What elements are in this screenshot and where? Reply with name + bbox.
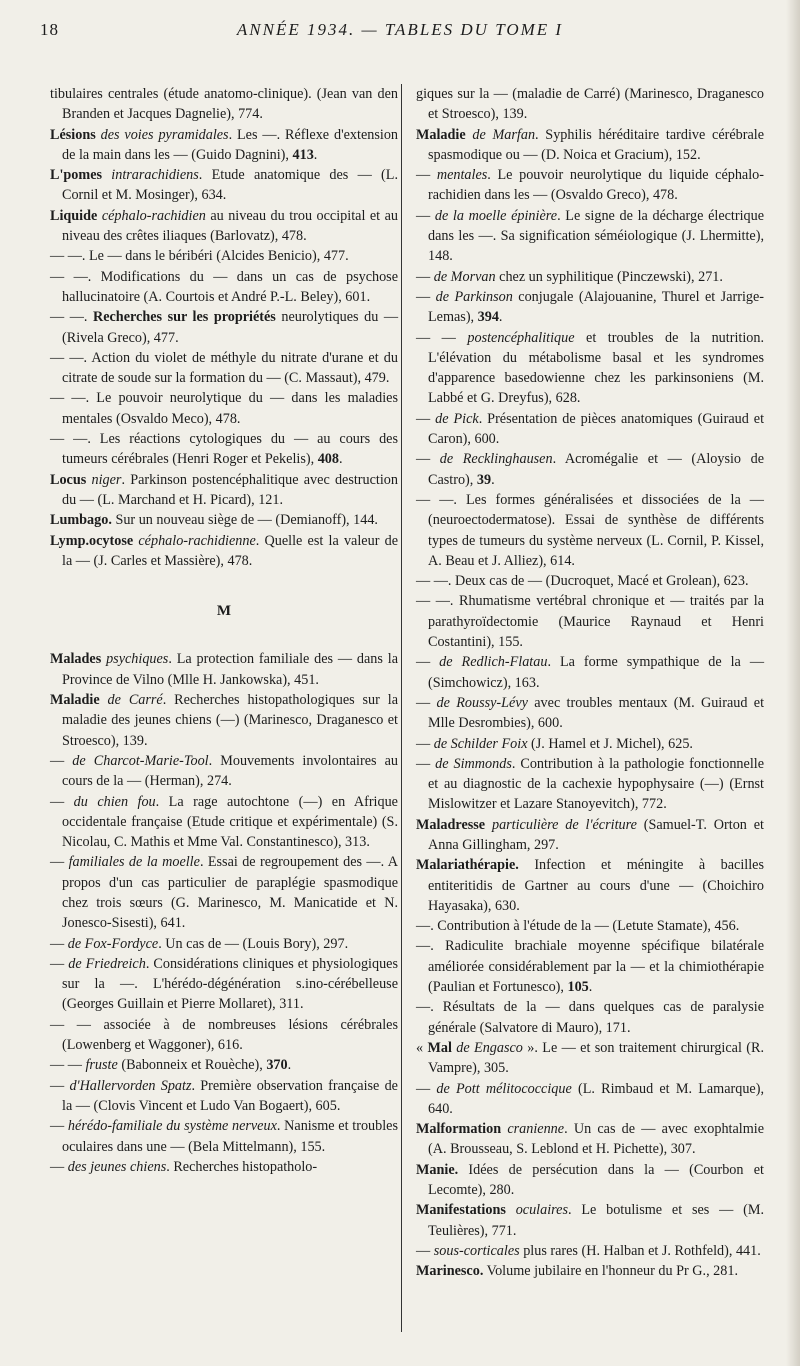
- right-column: [416, 84, 764, 1282]
- index-entry: — d'Hallervorden Spatz. Première observation française de la — (Clovis Vincent et Ludo Van Bogaert), 605.: [50, 1077, 398, 1114]
- page-header: [40, 14, 760, 46]
- entries-before-letter: [50, 84, 398, 571]
- index-entry: — de Simmonds. Contribution à la pathologie fonctionnelle et au diagnostic de la cachexie hypophysaire (—) (Ernst Mislowitzer et Lazare Stanoyevitch), 772.: [416, 755, 764, 813]
- index-entry: Lumbago. Sur un nouveau siège de — (Demianoff), 144.: [50, 512, 378, 529]
- index-entry: — de Pott mélitococcique (L. Rimbaud et M. Lamarque), 640.: [416, 1080, 764, 1117]
- column-divider: [401, 84, 402, 1332]
- index-entry: — —. Rhumatisme vertébral chronique et — traités par la parathyroïdectomie (Maurice Raynaud et Henri Costantini), 155.: [416, 593, 764, 651]
- index-entry: — de Recklinghausen. Acromégalie et — (Aloysio de Castro), 39.: [416, 451, 764, 488]
- left-column: [50, 84, 398, 1177]
- section-letter: M: [216, 603, 232, 620]
- index-entry: — de Morvan chez un syphilitique (Pinczewski), 271.: [416, 268, 723, 285]
- index-entry: Lymp.ocytose céphalo-rachidienne. Quelle est la valeur de la — (J. Carles et Massière), 478.: [50, 532, 399, 569]
- index-entry: — de Parkinson conjugale (Alajouanine, Thurel et Jarrige-Lemas), 394.: [416, 288, 764, 326]
- index-entry: Malformation cranienne. Un cas de — avec exophtalmie (A. Brousseau, S. Leblond et H. Pichette), 307.: [416, 1121, 765, 1158]
- index-entry: — de la moelle épinière. Le signe de la décharge électrique dans les —. Sa signification séméiologique (J. Lhermitte), 148.: [416, 207, 765, 265]
- index-entry: — —. Modifications du — dans un cas de psychose hallucinatoire (A. Courtois et André P.-L. Beley), 601.: [50, 268, 398, 305]
- index-entry: — de Redlich-Flatau. La forme sympathique de la — (Simchowicz), 163.: [416, 654, 765, 691]
- running-head: ANNÉE 1934. — TABLES DU TOME I: [236, 20, 564, 39]
- index-entry: — de Fox-Fordyce. Un cas de — (Louis Bory), 297.: [50, 935, 349, 952]
- index-entry: — —. Deux cas de — (Ducroquet, Macé et Grolean), 623.: [416, 573, 749, 590]
- index-entry: Liquide céphalo-rachidien au niveau du trou occipital et au niveau des crêtes iliaques (Barlovatz), 478.: [50, 207, 399, 245]
- index-entry: Maladie de Carré. Recherches histopathologiques sur la maladie des jeunes chiens (—) (Marinesco, Draganesco et Stroesco), 139.: [50, 692, 398, 749]
- index-entry: — de Roussy-Lévy avec troubles mentaux (M. Guiraud et Mlle Desrombies), 600.: [416, 694, 765, 732]
- index-entry: — de Friedreich. Considérations cliniques et physiologiques sur la —. L'hérédo-dégénération s.ino-cérébelleuse (Georges Guillain et Pierre Mollaret), 311.: [50, 955, 398, 1013]
- index-entry: —. Contribution à l'étude de la — (Letute Stamate), 456.: [416, 918, 740, 935]
- index-entry: Manifestations oculaires. Le botulisme et ses — (M. Teulières), 771.: [416, 1202, 765, 1239]
- index-entry: — mentales. Le pouvoir neurolytique du liquide céphalo-rachidien dans les — (Osvaldo Greco), 478.: [416, 167, 764, 204]
- index-entry: — —. Action du violet de méthyle du nitrate d'urane et du citrate de soude sur la formation du — (C. Massaut), 479.: [50, 349, 398, 387]
- index-entry: — — postencéphalitique et troubles de la nutrition. L'élévation du métabolisme basal et les syndromes d'apparence basedowienne chez les parkinsoniens (M. Labbé et G. Dreyfus), 628.: [416, 329, 765, 407]
- page-edge-shadow: [786, 0, 800, 1366]
- index-entry: Maladie de Marfan. Syphilis héréditaire tardive cérébrale spasmodique ou — (D. Noica et Gracium), 152.: [416, 126, 764, 163]
- index-entry: Maladresse particulière de l'écriture (Samuel-T. Orton et Anna Gillingham, 297.: [416, 816, 764, 853]
- index-entry: —. Radiculite brachiale moyenne spécifique bilatérale améliorée considérablement par la — et la chimiothérapie (Paulian et Fortunesco), 105.: [416, 938, 764, 996]
- index-entry: — —. Le pouvoir neurolytique du — dans les maladies mentales (Osvaldo Meco), 478.: [50, 390, 398, 427]
- index-entry: L'pomes intrarachidiens. Etude anatomique des — (L. Cornil et M. Mosinger), 634.: [50, 167, 398, 204]
- right-entries: [416, 84, 764, 1282]
- index-entry: — du chien fou. La rage autochtone (—) en Afrique occidentale française (Etude critique et expérimentale) (S. Nicolau, C. Mathis et Mme Val. Constantinesco), 313.: [50, 793, 398, 851]
- index-entry: Lésions des voies pyramidales. Les —. Réflexe d'extension de la main dans les — (Guido Dagnini), 413.: [50, 126, 399, 163]
- index-entry: — de Schilder Foix (J. Hamel et J. Michel), 625.: [416, 735, 693, 752]
- entries-after-letter: [50, 649, 398, 1177]
- index-entry: — — fruste (Babonneix et Rouèche), 370.: [50, 1057, 292, 1074]
- index-entry: — hérédo-familiale du système nerveux. Nanisme et troubles oculaires dans une — (Bela Mittelmann), 155.: [50, 1118, 398, 1155]
- index-entry: — familiales de la moelle. Essai de regroupement des —. A propos d'un cas particulier de paraplégie spasmodique chez trois sœurs (G. Marinesco, M. Manicatide et N. Jonesco-Sisesti), 641.: [50, 854, 399, 932]
- index-entry: — —. Recherches sur les propriétés neurolytiques du — (Rivela Greco), 477.: [50, 309, 399, 346]
- index-entry: — —. Les formes généralisées et dissociées de la — (neuroectodermatose). Essai de synthèse de différents types de tumeurs du système nerveux (L. Cornil, P. Kissel, A. Beau et J. Alliez), 614.: [416, 491, 764, 569]
- index-entry: giques sur la — (maladie de Carré) (Marinesco, Draganesco et Stroesco), 139.: [416, 86, 764, 123]
- index-entry: tibulaires centrales (étude anatomo-clinique). (Jean van den Branden et Jacques Dagnelie), 774.: [50, 86, 398, 123]
- index-entry: — —. Les réactions cytologiques du — au cours des tumeurs cérébrales (Henri Roger et Pekelis), 408.: [50, 431, 398, 468]
- index-entry: —. Résultats de la — dans quelques cas de paralysie générale (Salvatore di Mauro), 171.: [416, 999, 764, 1036]
- index-entry: Malades psychiques. La protection familiale des — dans la Province de Vilno (Mlle H. Jankowska), 451.: [50, 651, 399, 688]
- index-entry: — sous-corticales plus rares (H. Halban et J. Rothfeld), 441.: [416, 1242, 761, 1259]
- index-entry: Manie. Idées de persécution dans la — (Courbon et Lecomte), 280.: [416, 1161, 764, 1199]
- index-entry: — des jeunes chiens. Recherches histopatholo-: [50, 1158, 318, 1175]
- index-entry: — —. Le — dans le béribéri (Alcides Benicio), 477.: [50, 248, 349, 265]
- index-entry: Marinesco. Volume jubilaire en l'honneur du Pr G., 281.: [416, 1263, 738, 1280]
- index-entry: « Mal de Engasco ». Le — et son traitement chirurgical (R. Vampre), 305.: [416, 1039, 765, 1077]
- index-entry: — de Charcot-Marie-Tool. Mouvements involontaires au cours de la — (Herman), 274.: [50, 752, 398, 790]
- index-entry: Malariathérapie. Infection et méningite à bacilles entiteritidis de Gartner au cours d'une — (Choichiro Hayasaka), 630.: [416, 857, 764, 914]
- index-entry: — — associée à de nombreuses lésions cérébrales (Lowenberg et Waggoner), 616.: [50, 1016, 398, 1054]
- index-entry: — de Pick. Présentation de pièces anatomiques (Guiraud et Caron), 600.: [416, 410, 765, 448]
- index-entry: Locus niger. Parkinson postencéphalitique avec destruction du — (L. Marchand et H. Picard), 121.: [50, 471, 398, 508]
- page-number: 18: [40, 20, 59, 39]
